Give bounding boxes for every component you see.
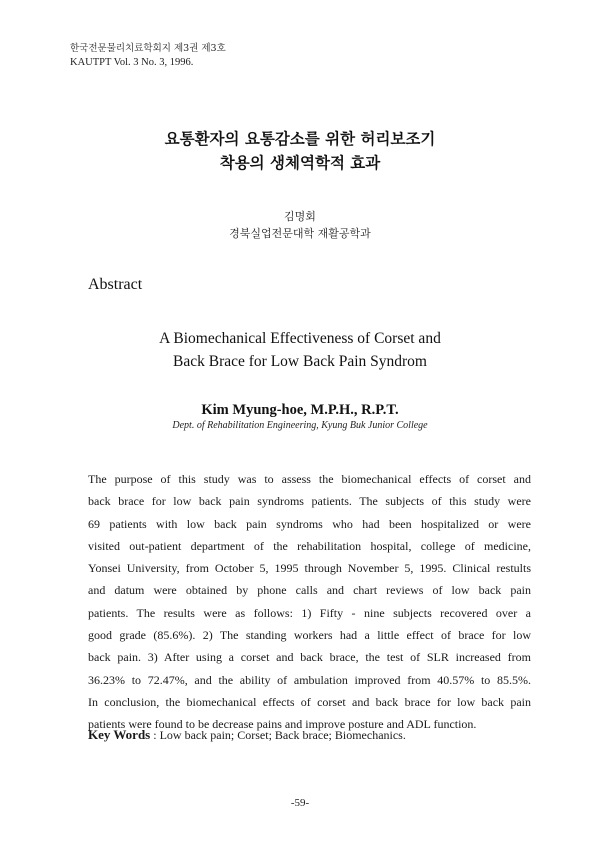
abstract-line: visited out-patient department of the rehabilitation hospital, college of medicine, — [88, 538, 531, 553]
abstract-line: 69 patients with low back pain syndroms who had been hospitalized or were — [88, 516, 531, 531]
abstract-line: 36.23% to 72.47%, and the ability of ambulation improved from 40.57% to 85.5%. — [88, 672, 531, 687]
keywords-separator: : — [150, 728, 160, 742]
affiliation-kr: 경북실업전문대학 재활공학과 — [229, 227, 371, 240]
abstract-line: good grade (85.6%). 2) The standing workers had a little effect of brace for low — [88, 628, 531, 643]
title-en-line2: Back Brace for Low Back Pain Syndrom — [173, 353, 427, 370]
author-en: Kim Myung-hoe, M.P.H., R.P.T. — [201, 402, 399, 418]
page-number: -59- — [290, 797, 310, 809]
journal-volume: KAUTPT Vol. 3 No. 3, 1996. — [70, 57, 194, 68]
abstract-line: back brace for low back pain syndroms patients. The subjects of this study were — [88, 494, 531, 509]
abstract-line: Yonsei University, from October 5, 1995 through November 5, 1995. Clinical restults — [88, 561, 531, 576]
abstract-line: patients were found to be decrease pains and improve posture and ADL function. — [88, 717, 477, 732]
keywords-label: Key Words — [88, 727, 151, 742]
abstract-line: and datum were obtained by phone calls and chart reviews of low back pain — [88, 583, 531, 598]
title-kr-line2: 착용의 생체역학적 효과 — [219, 154, 381, 172]
abstract-line: patients. The results were as follows: 1) Fifty - nine subjects recovered over a — [88, 605, 531, 620]
abstract-line: In conclusion, the biomechanical effects of corset and back brace for low back pain — [88, 694, 531, 709]
title-kr-line1: 요통환자의 요통감소를 위한 허리보조기 — [164, 130, 436, 148]
title-en-line1: A Biomechanical Effectiveness of Corset and — [159, 330, 441, 347]
abstract-line: The purpose of this study was to assess the biomechanical effects of corset and — [88, 472, 531, 486]
journal-name-kr: 한국전문물리치료학회지 제3권 제3호 — [70, 43, 226, 54]
keywords-text: Low back pain; Corset; Back brace; Biomechanics. — [159, 728, 406, 742]
abstract-body — [88, 468, 531, 736]
keywords — [88, 727, 406, 743]
abstract-heading: Abstract — [88, 276, 143, 293]
abstract-line: back pain. 3) After using a corset and back brace, the test of SLR increased from — [88, 650, 531, 665]
department-en: Dept. of Rehabilitation Engineering, Kyung Buk Junior College — [172, 420, 428, 431]
author-kr: 김명회 — [284, 210, 316, 223]
